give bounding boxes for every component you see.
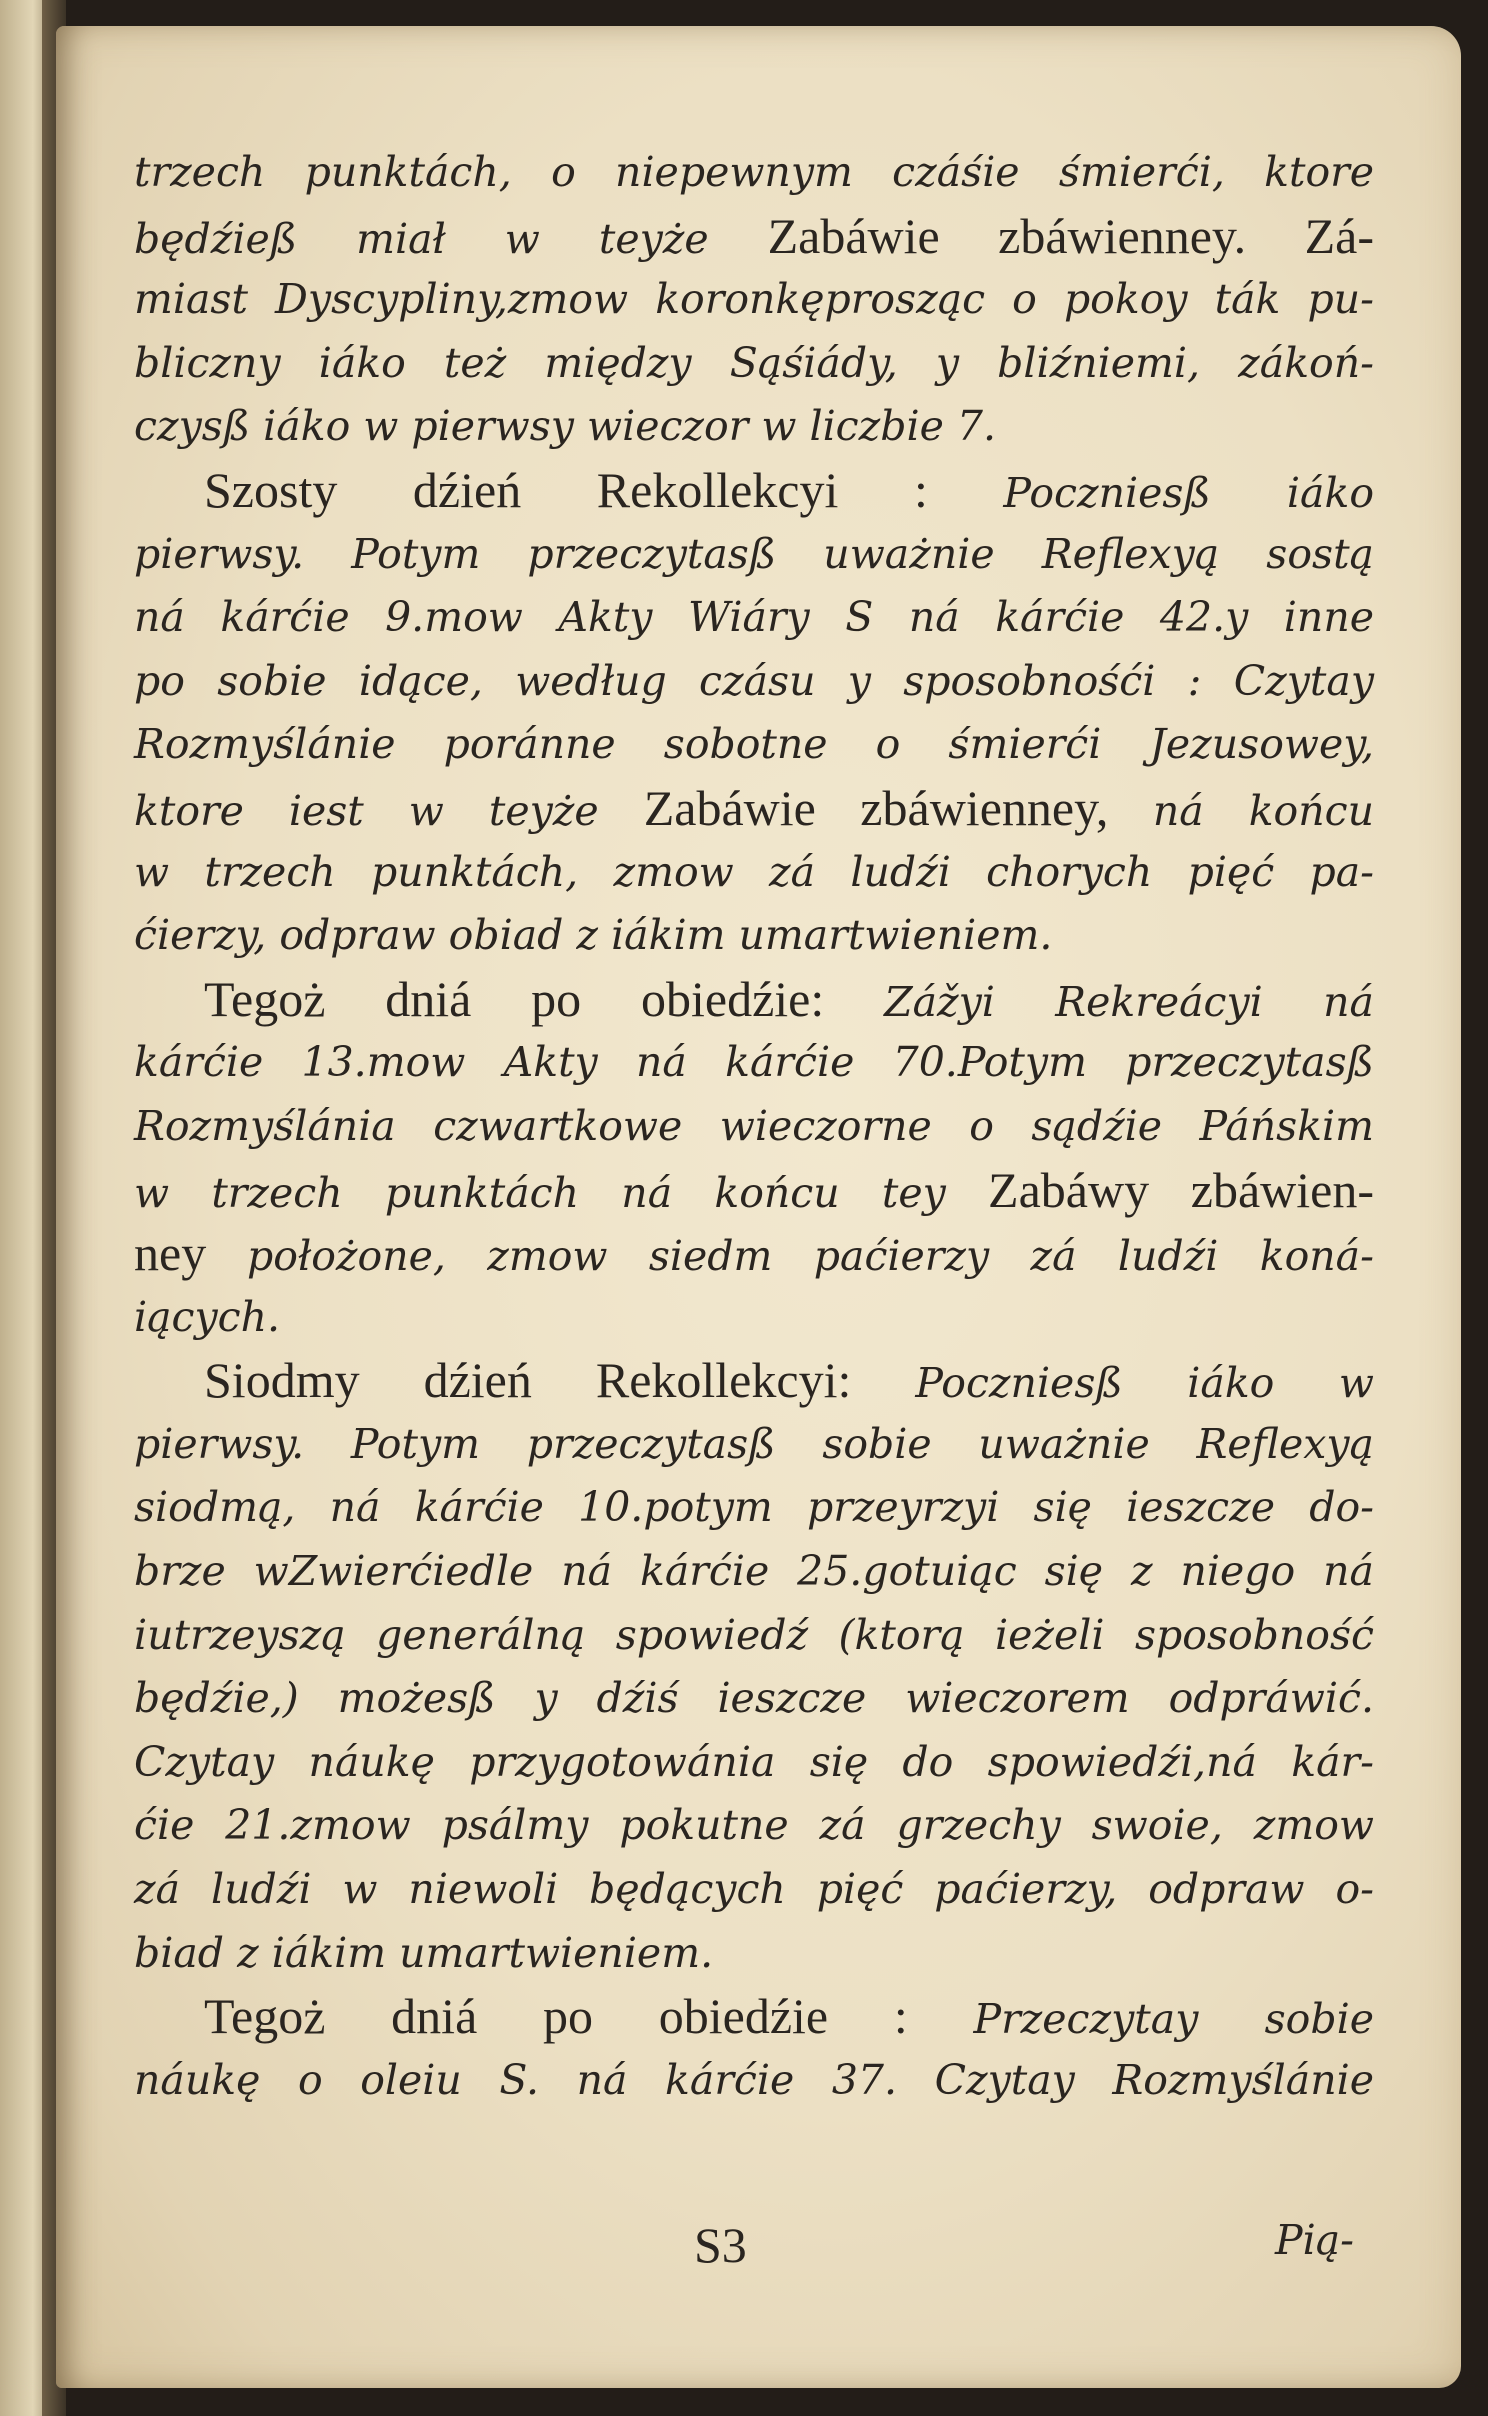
text-segment: Tegoż dniá po obiedźie : [204, 1988, 974, 2045]
text-segment: Poczniesß iáko [1003, 468, 1374, 517]
text-line [134, 1540, 1374, 1604]
book-page [56, 26, 1461, 2388]
text-segment: ná końcu [1152, 786, 1374, 835]
text-segment: po sobie idące, według czásu y sposobnośći : Czytay [134, 656, 1374, 705]
text-segment: w trzech punktách ná końcu tey [134, 1168, 989, 1217]
text-segment: ktore iest w teyże [134, 786, 644, 835]
text-line [134, 777, 1374, 841]
text-segment: pierwsy. Potym przeczytasß sobie uważnie Reflexyą [134, 1419, 1374, 1468]
text-segment: Rozmyślánia czwartkowe wieczorne o sądźie Páńskim [134, 1101, 1374, 1150]
text-segment: kárćie 13.mow Akty ná kárćie 70.Potym przeczytasß [134, 1038, 1374, 1087]
text-segment: ná kárćie 9.mow Akty Wiáry S ná kárćie 42.y inne [134, 593, 1374, 642]
text-line [134, 141, 1374, 205]
text-line [134, 1985, 1374, 2049]
text-segment: czysß iáko w pierwsy wieczor w liczbie 7. [134, 402, 997, 451]
text-segment: Zabáwy zbáwien- [988, 1161, 1375, 1218]
text-segment: Zážyi Rekreácyi ná [884, 977, 1374, 1026]
text-line [134, 1476, 1374, 1540]
text-segment: Zabáwie zbáwienney, [643, 779, 1153, 836]
signature-mark: S3 [694, 2217, 747, 2273]
text-segment: iących. [134, 1292, 281, 1341]
text-segment: Tegoż dniá po obiedźie: [204, 970, 885, 1027]
text-segment: miast Dyscypliny,zmow koronkęprosząc o pokoy ták pu- [134, 275, 1374, 324]
text-segment: náukę o oleiu S. ná kárćie 37. Czytay Rozmyślánie [134, 2055, 1374, 2104]
text-line [134, 523, 1374, 587]
text-line [134, 332, 1374, 396]
text-line [134, 1159, 1374, 1223]
text-line [134, 395, 1374, 459]
text-segment: pierwsy. Potym przeczytasß uważnie Reflexyą sostą [134, 529, 1374, 578]
text-segment: Poczniesß iáko w [915, 1359, 1374, 1408]
text-segment: siodmą, ná kárćie 10.potym przeyrzyi się ieszcze do- [134, 1483, 1374, 1532]
text-line [134, 1794, 1374, 1858]
text-segment: położone, zmow siedm paćierzy zá ludźi koná- [247, 1232, 1374, 1281]
text-segment: Czytay náukę przygotowánia się do spowiedźi,ná kár- [134, 1737, 1374, 1786]
text-segment: iutrzeyszą generálną spowiedź (ktorą ieżeli sposobność [134, 1610, 1374, 1659]
text-segment: będźie,) możesß y dźiś ieszcze wieczorem odpráwić. [134, 1674, 1374, 1723]
text-segment: ćierzy, odpraw obiad z iákim umartwieniem. [134, 911, 1053, 960]
text-line [134, 1286, 1374, 1350]
text-segment: brze wZwierćiedle ná kárćie 25.gotuiąc się z niego ná [134, 1547, 1374, 1596]
text-line [134, 968, 1374, 1032]
text-line [134, 2049, 1374, 2113]
text-line [134, 268, 1374, 332]
text-segment: w trzech punktách, zmow zá ludźi chorych pięć pa- [134, 847, 1374, 896]
text-line [134, 841, 1374, 905]
text-line [134, 713, 1374, 777]
text-segment: zá ludźi w niewoli będących pięć paćierzy, odpraw o- [134, 1865, 1374, 1914]
text-segment: trzech punktách, o niepewnym czáśie śmierći, ktore [134, 148, 1374, 196]
text-segment: bliczny iáko też między Sąśiády, y bliźniemi, zákoń- [134, 338, 1374, 387]
text-line [134, 1413, 1374, 1477]
text-line [134, 1731, 1374, 1795]
text-line [134, 205, 1374, 269]
text-line [134, 1349, 1374, 1413]
text-line [134, 650, 1374, 714]
text-line [134, 1604, 1374, 1668]
text-segment: biad z iákim umartwieniem. [134, 1928, 714, 1977]
text-segment: Rozmyślánie poránne sobotne o śmierći Jezusowey, [134, 720, 1374, 769]
text-segment: ćie 21.zmow psálmy pokutne zá grzechy swoie, zmow [134, 1801, 1374, 1850]
text-segment: Szosty dźień Rekollekcyi : [204, 461, 1004, 518]
catchword: Pią- [1275, 2216, 1354, 2264]
text-line [134, 1922, 1374, 1986]
text-line [134, 459, 1374, 523]
text-line [134, 1667, 1374, 1731]
page-footer [134, 2216, 1374, 2286]
text-line [134, 1095, 1374, 1159]
text-line [134, 586, 1374, 650]
text-line [134, 1222, 1374, 1286]
text-line [134, 1031, 1374, 1095]
text-segment: ney [134, 1225, 248, 1282]
text-line [134, 904, 1374, 968]
page-text [134, 141, 1374, 2112]
text-segment: Przeczytay sobie [973, 1995, 1374, 2044]
text-line [134, 1858, 1374, 1922]
text-segment: będźieß miał w teyże [134, 214, 768, 263]
text-segment: Zabáwie zbáwienney. Zá- [767, 207, 1374, 264]
text-segment: Siodmy dźień Rekollekcyi: [204, 1352, 916, 1409]
